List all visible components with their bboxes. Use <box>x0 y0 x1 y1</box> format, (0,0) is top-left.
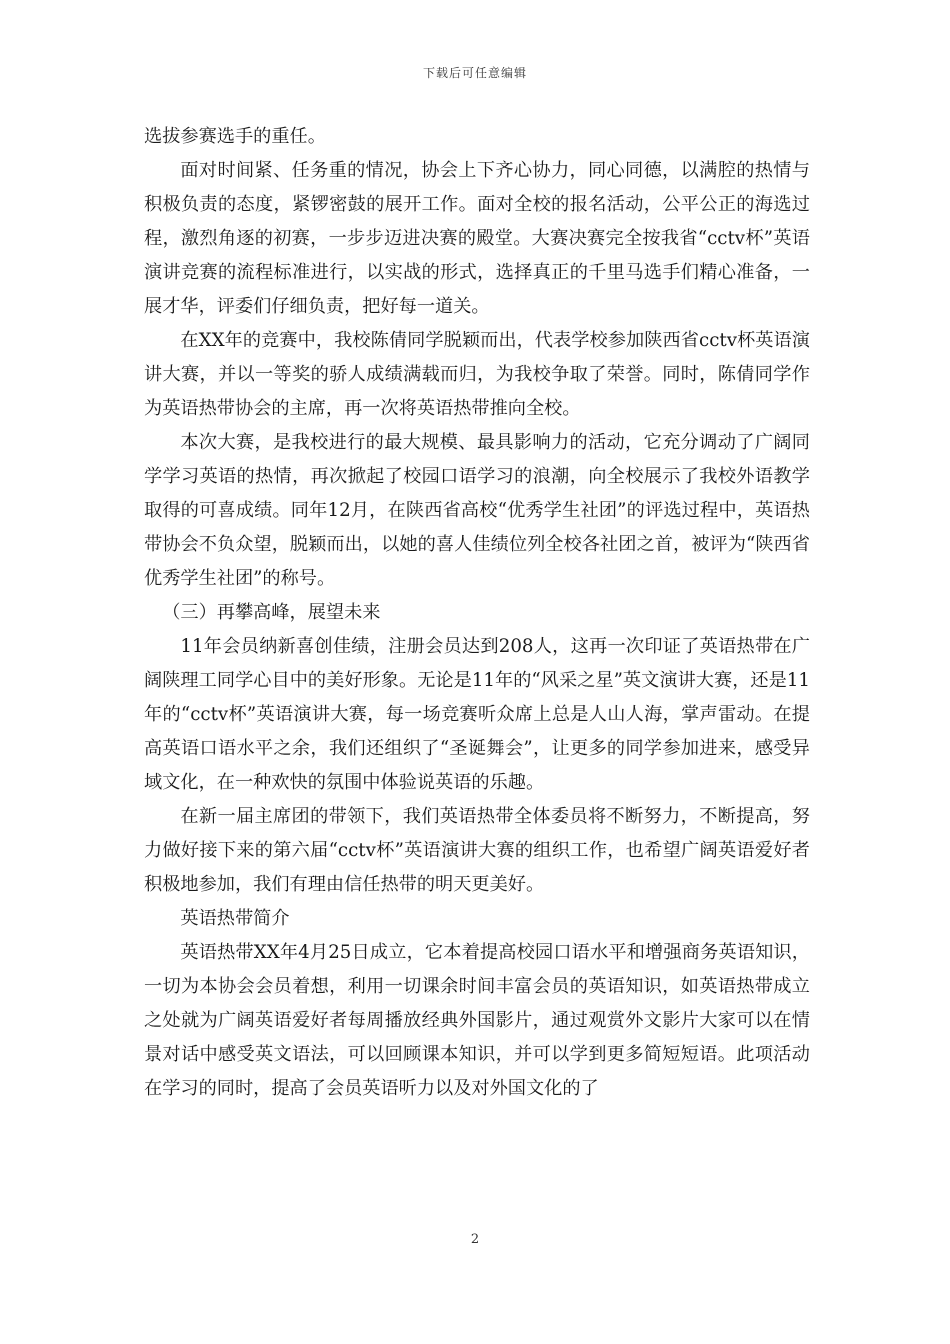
paragraph: 11年会员纳新喜创佳绩，注册会员达到208人，这再一次印证了英语热带在广阔陕理工同学心目中的美好形象。无论是11年的“风采之星”英文演讲大赛，还是11年的“cctv杯”英语演讲大赛，每一场竞赛听众席上总是人山人海，掌声雷动。在提高英语口语水平之余，我们还组织了“圣诞舞会”，让更多的同学参加进来，感受异域文化，在一种欢快的氛围中体验说英语的乐趣。 <box>144 636 810 793</box>
paragraph: 在新一届主席团的带领下，我们英语热带全体委员将不断努力，不断提高，努力做好接下来的第六届“cctv杯”英语演讲大赛的组织工作，也希望广阔英语爱好者积极地参加，我们有理由信任热带的明天更美好。 <box>144 806 810 895</box>
page-header: 下载后可任意编辑 <box>422 66 527 80</box>
paragraph: 本次大赛，是我校进行的最大规模、最具影响力的活动，它充分调动了广阔同学学习英语的热情，再次掀起了校园口语学习的浪潮，向全校展示了我校外语教学取得的可喜成绩。同年12月，在陕西省高校“优秀学生社团”的评选过程中，英语热带协会不负众望，脱颖而出，以她的喜人佳绩位列全校各社团之首，被评为“陕西省优秀学生社团”的称号。 <box>144 432 810 589</box>
document-body <box>144 120 810 1106</box>
paragraph-continuation: 选拔参赛选手的重任。 <box>144 126 326 147</box>
paragraph: 英语热带XX年4月25日成立，它本着提高校园口语水平和增强商务英语知识，一切为本协会会员着想，利用一切课余时间丰富会员的英语知识，如英语热带成立之处就为广阔英语爱好者每周播放经典外国影片，通过观赏外文影片大家可以在情景对话中感受英文语法，可以回顾课本知识，并可以学到更多简短短语。此项活动在学习的同时，提高了会员英语听力以及对外国文化的了 <box>144 942 810 1099</box>
section-heading: （三）再攀高峰，展望未来 <box>162 602 381 623</box>
page-number: 2 <box>470 1232 480 1247</box>
section-heading: 英语热带简介 <box>180 908 290 929</box>
paragraph: 在XX年的竞赛中，我校陈倩同学脱颖而出，代表学校参加陕西省cctv杯英语演讲大赛，并以一等奖的骄人成绩满载而归，为我校争取了荣誉。同时，陈倩同学作为英语热带协会的主席，再一次将英语热带推向全校。 <box>144 330 810 419</box>
paragraph: 面对时间紧、任务重的情况，协会上下齐心协力，同心同德，以满腔的热情与积极负责的态度，紧锣密鼓的展开工作。面对全校的报名活动，公平公正的海选过程，激烈角逐的初赛，一步步迈进决赛的殿堂。大赛决赛完全按我省“cctv杯”英语演讲竞赛的流程标准进行，以实战的形式，选择真正的千里马选手们精心准备，一展才华，评委们仔细负责，把好每一道关。 <box>144 160 810 317</box>
